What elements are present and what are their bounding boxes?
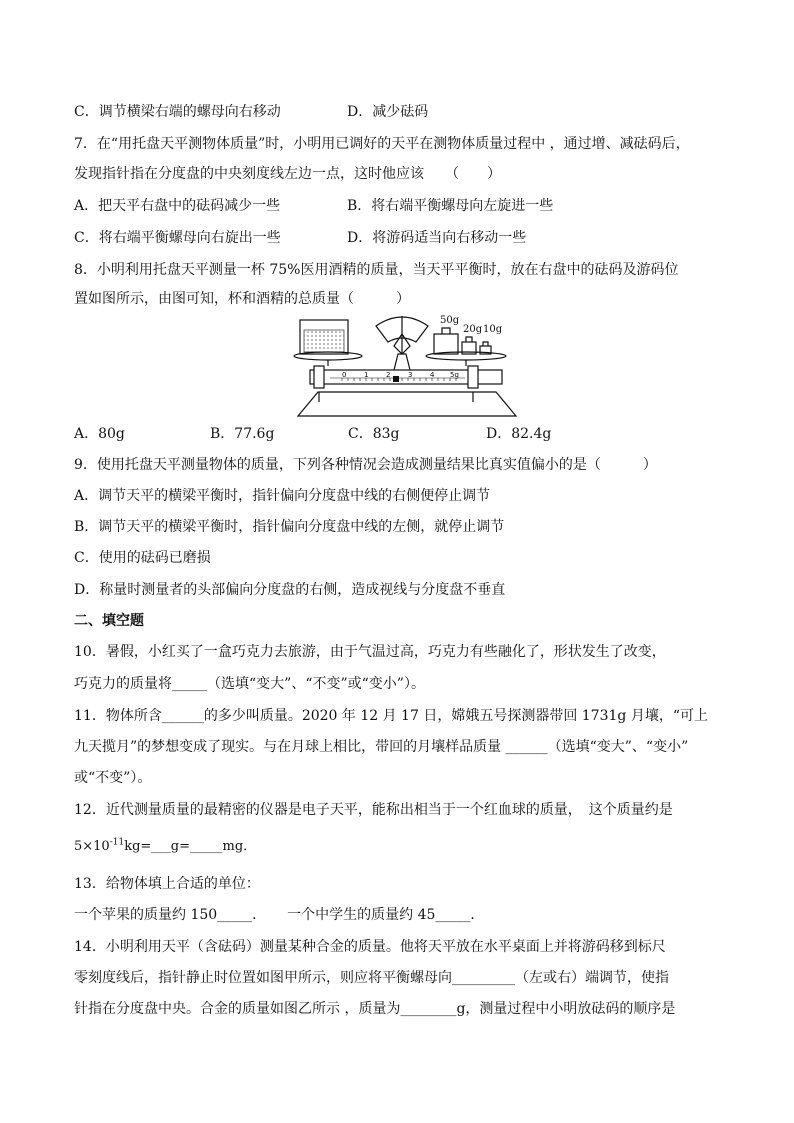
q7-option-b: B．将右端平衡螺母向左旋进一些 — [347, 198, 554, 214]
q13-blanks: 一个苹果的质量约 150_____． 一个中学生的质量约 45_____． — [74, 907, 485, 923]
q7-option-d: D．将游码适当向右移动一些 — [347, 230, 527, 246]
q8-stem-line2: 置如图所示，由图可知，杯和酒精的总质量（ ） — [74, 291, 410, 307]
q13-stem: 13．给物体填上合适的单位： — [74, 876, 260, 892]
q10-line1: 10．暑假，小红买了一盒巧克力去旅游，由于气温过高，巧克力有些融化了，形状发生了改变， — [74, 644, 666, 660]
q7-stem-line1: 7．在“用托盘天平测物体质量”时，小明用已调好的天平在测物体质量过程中 ，通过增、减砝码后， — [74, 136, 690, 152]
q9-option-c: C．使用的砝码已磨损 — [74, 550, 211, 566]
scale-tick-2: 2 — [386, 371, 391, 379]
q8-option-b: B．77.6g — [210, 426, 275, 442]
q14-line3: 针指在分度盘中央。合金的质量如图乙所示 ，质量为________g，测量过程中小明放砝码的顺序是 — [74, 1001, 676, 1017]
q9-stem: 9．使用托盘天平测量物体的质量，下列各种情况会造成测量结果比真实值偏小的是（ ） — [74, 457, 657, 473]
left-balance-nut — [314, 366, 324, 388]
weight-20g-knob — [466, 337, 472, 342]
q12-exponent: -11 — [109, 837, 125, 848]
q11-line3: 或“不变”）。 — [74, 770, 152, 786]
q9-option-a: A．调节天平的横梁平衡时，指针偏向分度盘中线的右侧便停止调节 — [74, 488, 491, 504]
q12-line2 — [74, 837, 256, 857]
q7-option-c: C．将右端平衡螺母向右旋出一些 — [74, 230, 281, 246]
q8-option-a: A．80g — [74, 426, 125, 442]
right-balance-nut — [468, 366, 478, 388]
weight-label-10g: 10g — [483, 324, 503, 335]
weight-50g — [434, 334, 458, 354]
q8-option-d: D．82.4g — [486, 426, 552, 442]
rider — [393, 376, 399, 382]
q14-line1: 14．小明利用天平（含砝码）测量某种合金的质量。他将天平放在水平桌面上并将游码移到标尺 — [74, 939, 666, 955]
q11-line2: 九天揽月”的梦想变成了现实。与在月球上相比，带回的月壤样品质量 ______（选填“变大”、“变小” — [74, 739, 689, 755]
q12-rest: kg=___g=_____mg． — [124, 839, 257, 854]
alcohol-liquid — [304, 330, 344, 352]
scale-tick-5: 5g — [450, 371, 459, 379]
q12-line1: 12．近代测量质量的最精密的仪器是电子天平，能称出相当于一个红血球的质量， 这个质量约是 — [74, 802, 673, 818]
q6-option-c: C．调节横梁右端的螺母向右移动 — [74, 104, 281, 120]
right-pan — [426, 352, 506, 360]
q14-line2: 零刻度线后，指针静止时位置如图甲所示，则应将平衡螺母向_________（左或右）端调节，使指 — [74, 970, 669, 986]
balance-base — [298, 392, 516, 416]
q8-stem-line1: 8．小明利用托盘天平测量一杯 75%医用酒精的质量，当天平平衡时，放在右盘中的砝码及游码位 — [74, 262, 679, 278]
q6-option-d: D．减少砝码 — [347, 104, 429, 120]
q10-line2: 巧克力的质量将_____（选填“变大”、“不变”或“变小”）。 — [74, 676, 425, 692]
balance-figure — [290, 310, 522, 418]
q7-option-a: A．把天平右盘中的砝码减少一些 — [74, 198, 281, 214]
scale-tick-4: 4 — [430, 371, 435, 379]
left-pan — [294, 352, 362, 360]
q7-stem-line2: 发现指针指在分度盘的中央刻度线左边一点，这时他应该 （ ） — [74, 166, 501, 182]
center-pillar — [394, 354, 410, 370]
q12-base: 5×10 — [74, 839, 110, 854]
weight-label-50g: 50g — [440, 315, 460, 326]
weight-10g-knob — [483, 342, 488, 346]
scale-tick-0: 0 — [342, 371, 347, 379]
q9-option-b: B．调节天平的横梁平衡时，指针偏向分度盘中线的左侧，就停止调节 — [74, 519, 505, 535]
weight-50g-knob — [442, 328, 450, 334]
q8-option-c: C．83g — [348, 426, 400, 442]
section-heading-fill-in: 二、填空题 — [74, 613, 144, 629]
weight-label-20g: 20g — [463, 324, 483, 335]
q11-line1: 11．物体所含______的多少叫质量。2020 年 12 月 17 日，嫦娥五号探测器带回 1731g 月壤，“可上 — [74, 708, 708, 724]
scale-tick-1: 1 — [364, 371, 369, 379]
scale-tick-3: 3 — [408, 371, 413, 379]
q9-option-d: D．称量时测量者的头部偏向分度盘的右侧，造成视线与分度盘不垂直 — [74, 582, 506, 598]
